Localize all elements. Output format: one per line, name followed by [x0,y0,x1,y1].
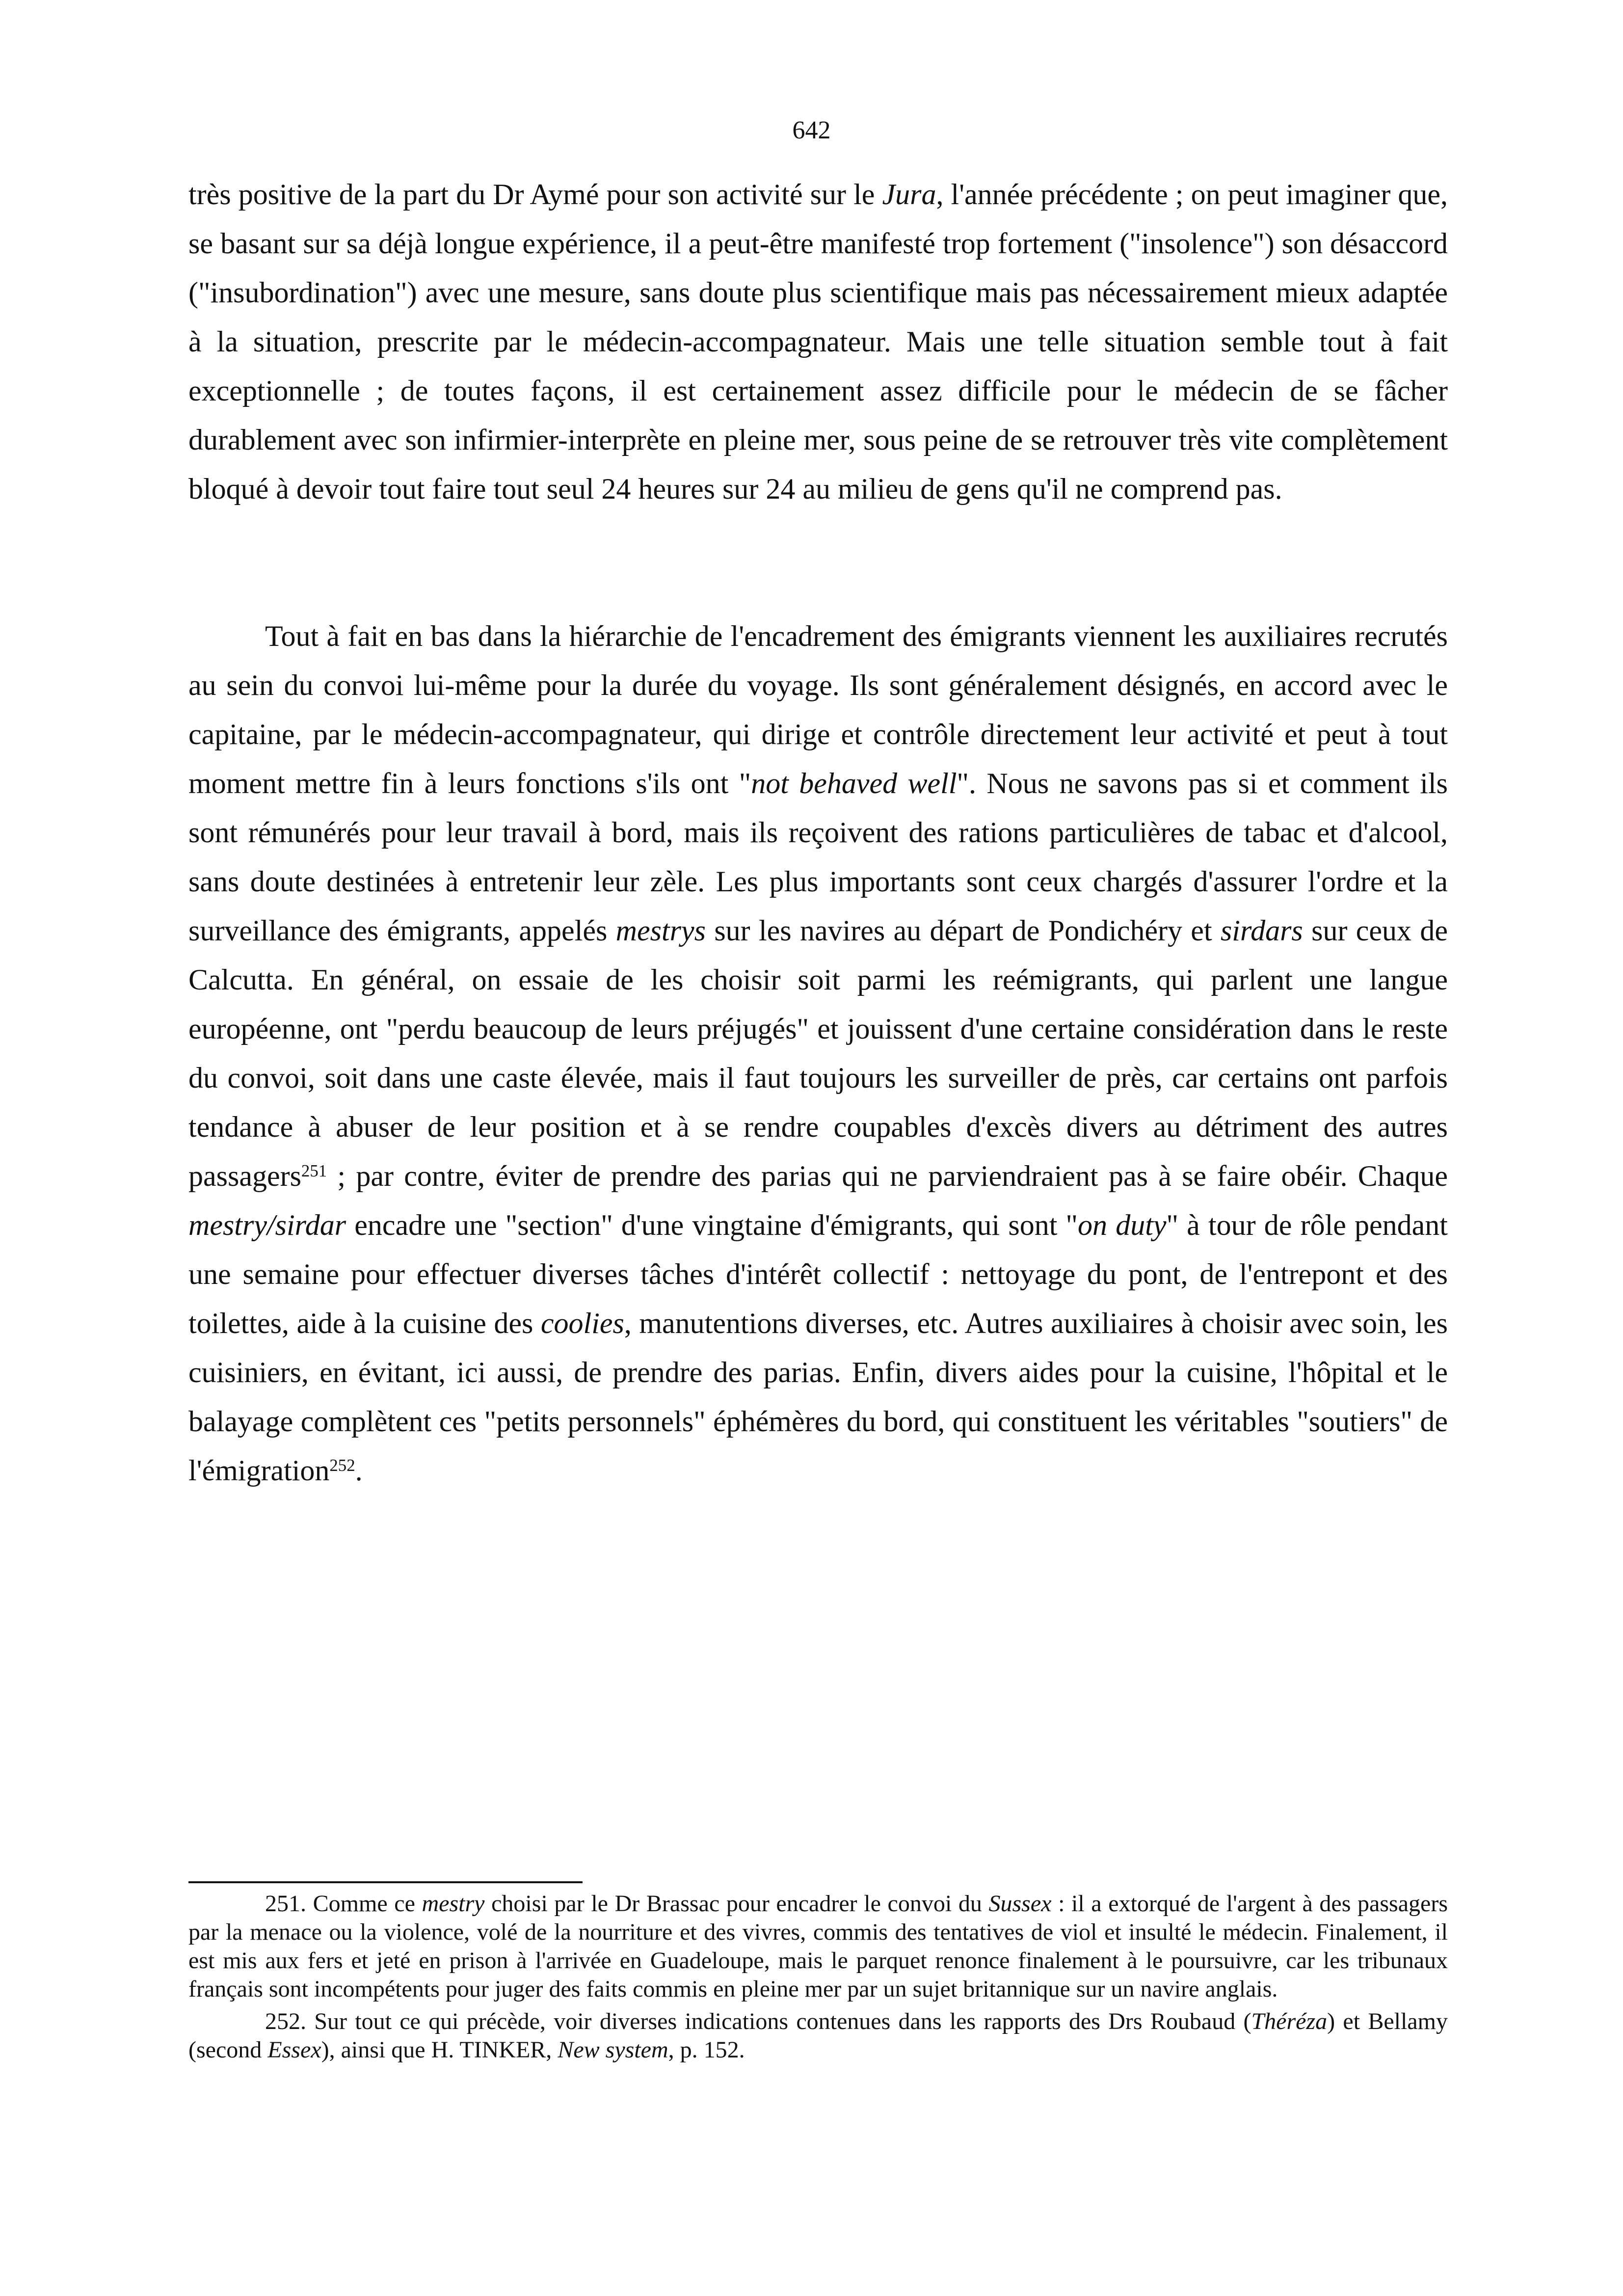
text-run: , manutentions diverses, etc. Autres auxiliaires à choisir avec soin, les cuisiniers, en évitant, ici aussi, de prendre des parias. Enfin, divers aides pour la cuisine, l'hôpital et le balayage complètent ces "petits personnels" éphémères du bord, qui constituent les véritables "soutiers" de l'émigration [188,1307,1448,1487]
italic-term: coolies [540,1307,624,1339]
text-run: encadre une "section" d'une vingtaine d'émigrants, qui sont " [346,1209,1078,1241]
ship-name: Essex [267,2037,321,2063]
text-run: , p. 152. [668,2037,745,2063]
book-title: New system [558,2037,668,2063]
italic-term: mestry/sirdar [188,1209,346,1241]
footnote-251 [188,1890,1448,2003]
footnote-252 [188,2007,1448,2064]
body-paragraph-2 [188,612,1448,1495]
italic-term: mestrys [615,914,706,947]
text-run: " à tour de rôle pendant une semaine pour effectuer diverses tâches d'intérêt collectif : nettoyage du pont, de l'entrepont et des toilettes, aide à la cuisine des [188,1209,1448,1339]
italic-term: sirdars [1220,914,1303,947]
footnote-separator [188,1881,583,1883]
text-run: ), ainsi que H. TINKER, [321,2037,558,2063]
text-run: . [355,1454,363,1487]
text-run: 252. Sur tout ce qui précède, voir diverses indications contenues dans les rapports des Drs Roubaud ( [265,2008,1251,2034]
text-run: 251. Comme ce [265,1891,422,1917]
text-run: : il a extorqué de l'argent à des passagers par la menace ou la violence, volé de la nourriture et des vivres, commis des tentatives de viol et insulté le médecin. Finalement, il est mis aux fers et jeté en prison à l'arrivée en Guadeloupe, mais le parquet renonce finalement à le poursuivre, car les tribunaux français sont incompétents pour juger des faits commis en pleine mer par un sujet britannique sur un navire anglais. [188,1891,1448,2002]
text-run: choisi par le Dr Brassac pour encadrer le convoi du [484,1891,989,1917]
body-paragraph-1 [188,170,1448,513]
italic-phrase: not behaved well [751,767,957,800]
page-number: 642 [792,116,831,144]
italic-term: mestry [422,1891,485,1917]
ship-name: Théréza [1251,2008,1328,2034]
footnotes [188,1890,1448,2068]
text-run: ". Nous ne savons pas si et comment ils sont rémunérés pour leur travail à bord, mais ils reçoivent des rations particulières de tabac et d'alcool, sans doute destinées à entretenir leur zèle. Les plus importants sont ceux chargés d'assurer l'ordre et la surveillance des émigrants, appelés [188,767,1448,947]
text-run: très positive de la part du Dr Aymé pour son activité sur le [188,178,882,211]
text-run: ; par contre, éviter de prendre des parias qui ne parviendraient pas à se faire obéir. Chaque [327,1160,1448,1192]
italic-phrase: on duty [1078,1209,1167,1241]
footnote-ref-252[interactable]: 252 [329,1455,355,1475]
text-run: , l'année précédente ; on peut imaginer que, se basant sur sa déjà longue expérience, il a peut-être manifesté trop fortement ("insolence") son désaccord ("insubordination") avec une mesure, sans doute plus scientifique mais pas nécessairement mieux adaptée à la situation, prescrite par le médecin-accompagnateur. Mais une telle situation semble tout à fait exceptionnelle ; de toutes façons, il est certainement assez difficile pour le médecin de se fâcher durablement avec son infirmier-interprète en pleine mer, sous peine de se retrouver très vite complètement bloqué à devoir tout faire tout seul 24 heures sur 24 au milieu de gens qu'il ne comprend pas. [188,178,1448,505]
ship-name: Sussex [988,1891,1052,1917]
text-run: sur ceux de Calcutta. En général, on essaie de les choisir soit parmi les reémigrants, qui parlent une langue européenne, ont "perdu beaucoup de leurs préjugés" et jouissent d'une certaine considération dans le reste du convoi, soit dans une caste élevée, mais il faut toujours les surveiller de près, car certains ont parfois tendance à abuser de leur position et à se rendre coupables d'excès divers au détriment des autres passagers [188,914,1448,1192]
text-run: ) et Bellamy (second [188,2008,1448,2063]
ship-name: Jura [882,178,936,211]
text-run: Tout à fait en bas dans la hiérarchie de l'encadrement des émigrants viennent les auxiliaires recrutés au sein du convoi lui-même pour la durée du voyage. Ils sont généralement désignés, en accord avec le capitaine, par le médecin-accompagnateur, qui dirige et contrôle directement leur activité et peut à tout moment mettre fin à leurs fonctions s'ils ont " [188,620,1448,800]
text-run: sur les navires au départ de Pondichéry et [705,914,1221,947]
footnote-ref-251[interactable]: 251 [301,1161,327,1180]
